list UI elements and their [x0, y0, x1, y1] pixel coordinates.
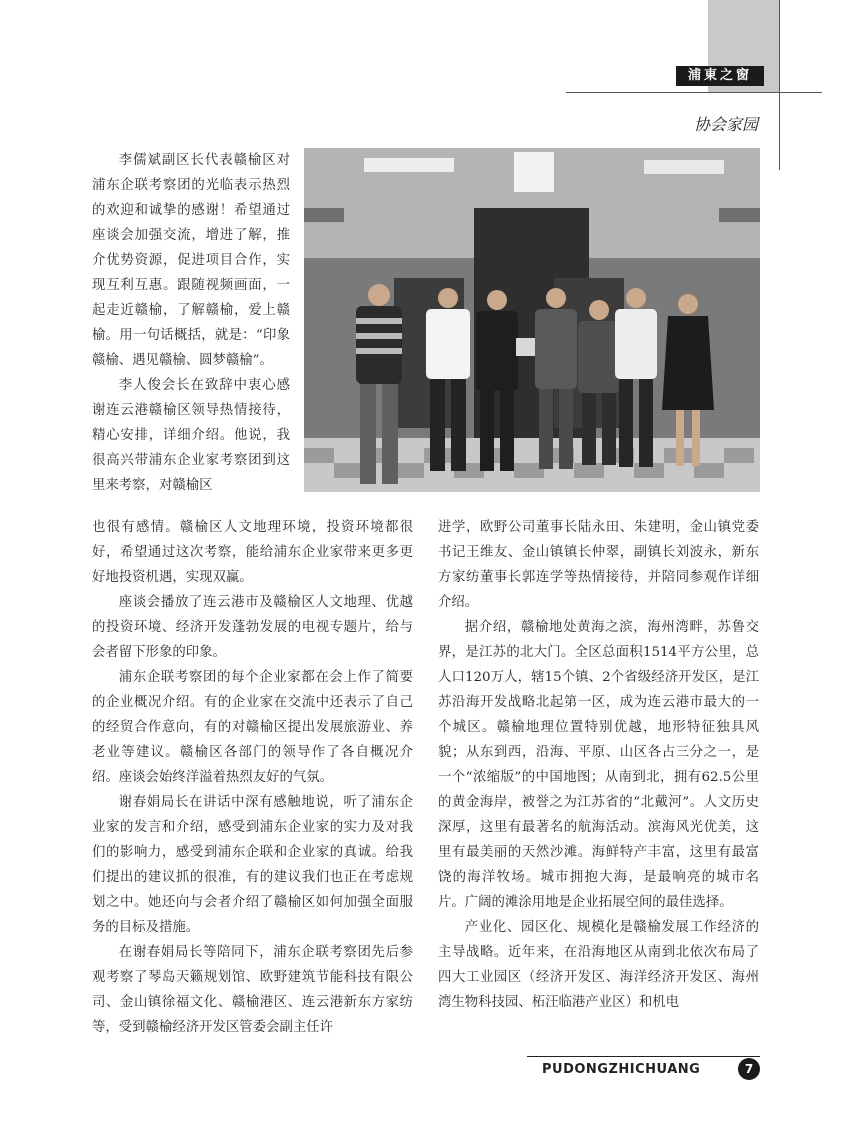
paragraph-continued: 也很有感情。赣榆区人文地理环境，投资环境都很好，希望通过这次考察，能给浦东企业家带来更多更好地投资机遇，实现双赢。: [92, 520, 413, 585]
paragraph: 产业化、园区化、规模化是赣榆发展工作经济的主导战略。近年来，在沿海地区从南到北依次布局了四大工业园区（经济开发区、海洋经济开发区、海州湾生物科技园、柘汪临港产业区）和机电: [438, 920, 759, 1010]
paragraph-continued: 进学，欧野公司董事长陆永田、朱建明，金山镇党委书记王维友、金山镇镇长仲翠，副镇长刘波永，新东方家纺董事长郭连学等热情接待，并陪同参观作详细介绍。: [438, 520, 759, 610]
header-horizontal-rule: [566, 92, 822, 93]
paragraph: 李人俊会长在致辞中衷心感谢连云港赣榆区领导热情接待，精心安排，详细介绍。他说，我很高兴带浦东企业家考察团到这里来考察，对赣榆区: [92, 378, 290, 493]
section-title: 协会家园: [693, 115, 758, 134]
text-column-top-left: [92, 148, 290, 498]
group-photo: [304, 148, 760, 492]
paragraph: 浦东企联考察团的每个企业家都在会上作了简要的企业概况介绍。有的企业家在交流中还表示了自己的经贸合作意向，有的对赣榆区提出发展旅游业、养老业等建议。赣榆区各部门的领导作了各自概况介绍。座谈会始终洋溢着热烈友好的气氛。: [92, 670, 413, 785]
group-photo-icon: [304, 148, 760, 492]
magazine-logo: 浦東之窗: [676, 66, 764, 86]
text-column-left: [92, 515, 413, 1040]
footer-brand: PUDONGZHICHUANG: [542, 1062, 701, 1077]
paragraph: 李儒斌副区长代表赣榆区对浦东企联考察团的光临表示热烈的欢迎和诚挚的感谢！希望通过座谈会加强交流，增进了解，推介优势资源，促进项目合作，实现互利互惠。跟随视频画面，一起走近赣榆，了解赣榆，爱上赣榆。用一句话概括，就是：“印象赣榆、遇见赣榆、圆梦赣榆”。: [92, 153, 290, 368]
text-column-right: [438, 515, 759, 1015]
page-number: 7: [738, 1058, 760, 1080]
footer-rule: [527, 1056, 760, 1057]
paragraph: 座谈会播放了连云港市及赣榆区人文地理、优越的投资环境、经济开发蓬勃发展的电视专题片，给与会者留下形象的印象。: [92, 595, 413, 660]
paragraph: 据介绍，赣榆地处黄海之滨，海州湾畔，苏鲁交界，是江苏的北大门。全区总面积1514平方公里，总人口120万人，辖15个镇、2个省级经济开发区，是江苏沿海开发战略北起第一区，成为连云港市最大的一个城区。赣榆地理位置特别优越，地形特征独具风貌；从东到西，沿海、平原、山区各占三分之一，是一个“浓缩版”的中国地图；从南到北，拥有62.5公里的黄金海岸，被誉之为江苏省的“北戴河”。人文历史深厚，这里有最著名的航海活动。滨海风光优美，这里有最美丽的天然沙滩。海鲜特产丰富，这里有最富饶的海洋牧场。城市拥抱大海，是最响亮的城市名片。广阔的滩涂用地是企业拓展空间的最佳选择。: [438, 620, 759, 910]
paragraph: 谢春娟局长在讲话中深有感触地说，听了浦东企业家的发言和介绍，感受到浦东企业家的实力及对我们的影响力，感受到浦东企联和企业家的真诚。给我们提出的建议抓的很准，有的建议我们也正在考虑规划之中。她还向与会者介绍了赣榆区如何加强全面服务的目标及措施。: [92, 795, 413, 935]
header-vertical-rule: [779, 0, 780, 170]
paragraph: 在谢春娟局长等陪同下，浦东企联考察团先后参观考察了琴岛天籁规划馆、欧野建筑节能科技有限公司、金山镇徐福文化、赣榆港区、连云港新东方家纺等，受到赣榆经济开发区管委会副主任许: [92, 945, 413, 1035]
